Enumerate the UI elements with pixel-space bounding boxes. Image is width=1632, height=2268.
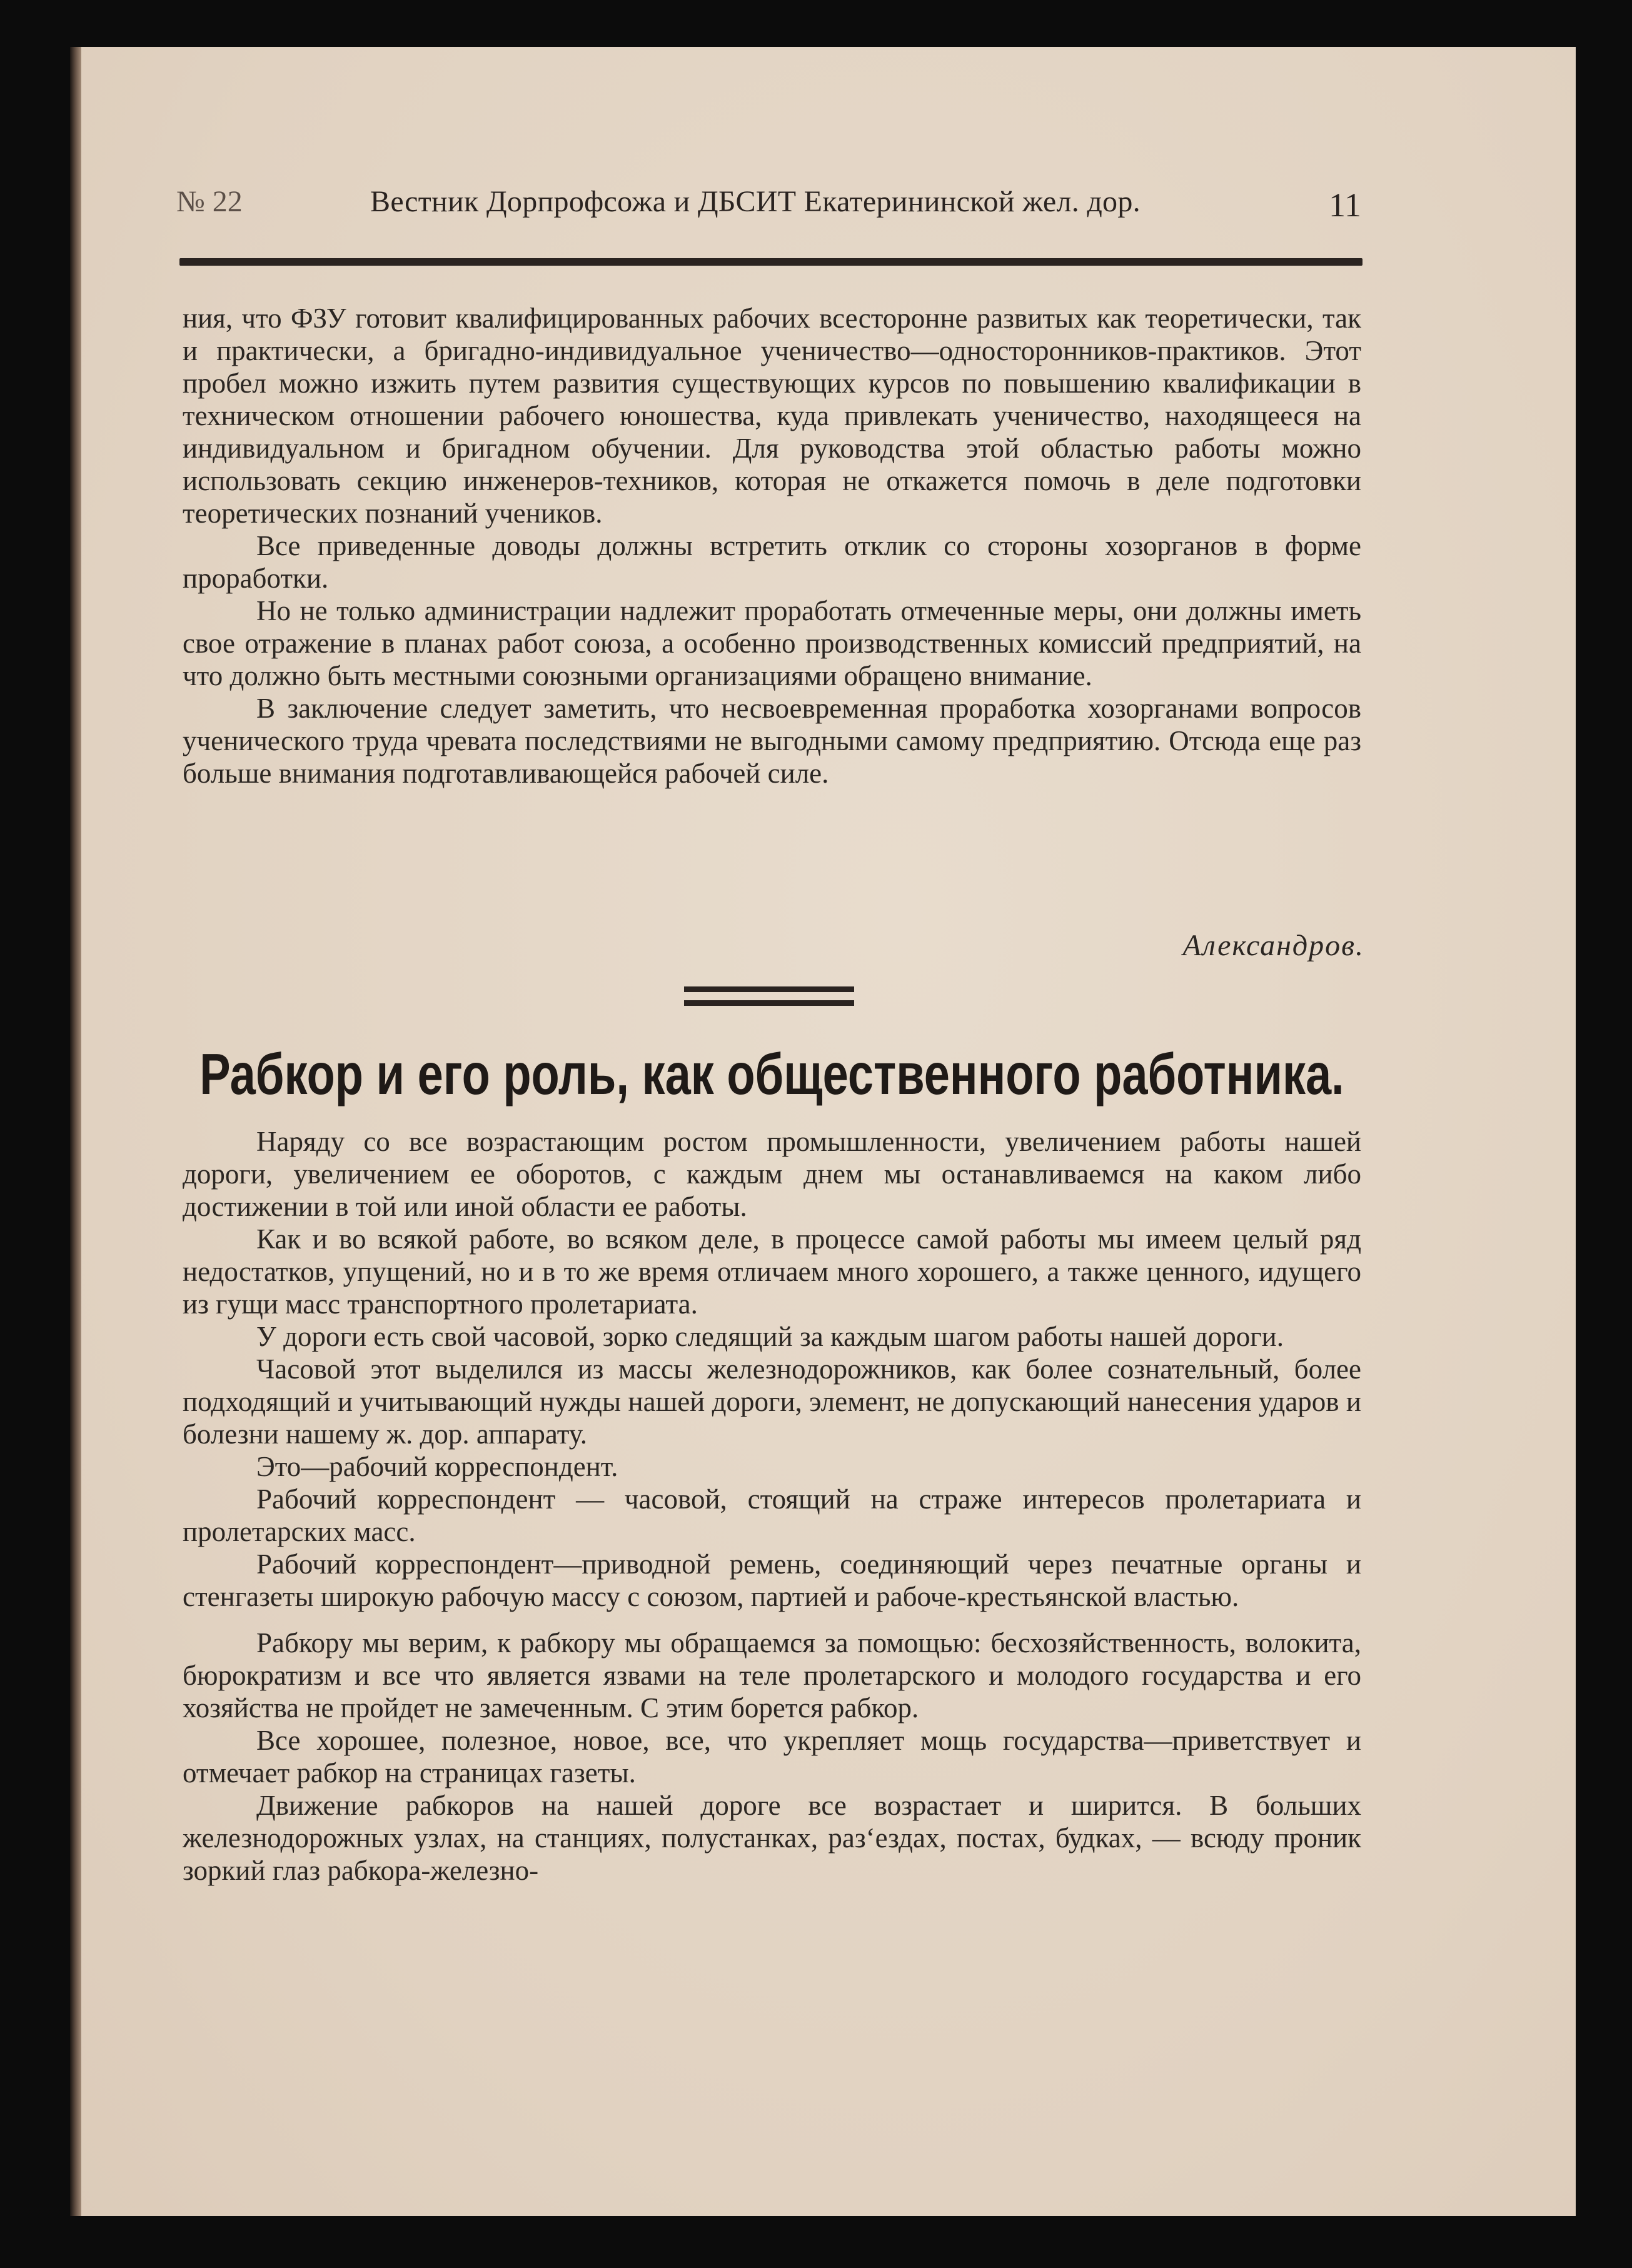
separator-line: [684, 986, 854, 992]
paragraph: Рабкору мы верим, к рабкору мы обращаемся за помощью: бесхозяйственность, волокита, бюрократизм и все что является язвами на теле пролетарского и молодого государства и его хозяйства не пройдет не замеченным. С этим борется рабкор.: [183, 1627, 1361, 1724]
journal-page: [70, 47, 1576, 2216]
paragraph: Все хорошее, полезное, новое, все, что укрепляет мощь государства—приветствует и отмечает рабкор на страницах газеты.: [183, 1725, 1361, 1789]
separator-line: [684, 1000, 854, 1006]
article-continuation: [183, 302, 1361, 790]
paragraph: Все приведенные доводы должны встретить отклик со стороны хозорганов в форме проработки.: [183, 530, 1361, 594]
paragraph: Движение рабкоров на нашей дороге все возрастает и ширится. В больших железнодорожных узлах, на станциях, полустанках, раз‘ездах, постах, будках, — всюду проник зоркий глаз рабкора-железно-: [183, 1790, 1361, 1886]
paragraph: Но не только администрации надлежит проработать отмеченные меры, они должны иметь свое отражение в планах работ союза, а особенно производственных комиссий предприятий, на что должно быть местными союзными организациями обращено внимание.: [183, 595, 1361, 691]
section-separator: [684, 986, 854, 1014]
paragraph: В заключение следует заметить, что несвоевременная проработка хозорганами вопросов ученического труда чревата последствиями не выгодными самому предприятию. Отсюда еще раз больше внимания подготавливающейся рабочей силе.: [183, 693, 1361, 789]
header-rule: [179, 258, 1363, 266]
author-signature: Александров.: [1182, 929, 1364, 962]
paragraph: Как и во всякой работе, во всяком деле, в процессе самой работы мы имеем целый ряд недостатков, упущений, но и в то же время отличаем много хорошего, а также ценного, идущего из гущи масс транспортного пролетариата.: [183, 1223, 1361, 1320]
paragraph: Часовой этот выделился из массы железнодорожников, как более сознательный, более подходящий и учитывающий нужды нашей дороги, элемент, не допускающий нанесения ударов и болезни нашему ж. дор. аппарату.: [183, 1353, 1361, 1450]
article-body: [183, 1125, 1361, 1887]
page-number: 11: [1329, 186, 1361, 224]
book-spine-shadow: [70, 47, 81, 2216]
paragraph: Рабочий корреспондент — часовой, стоящий на страже интересов пролетариата и пролетарских масс.: [183, 1483, 1361, 1547]
journal-title: Вестник Дорпрофсожа и ДБСИТ Екатерининской жел. дор.: [370, 185, 1141, 218]
article-headline: Рабкор и его роль, как общественного работника.: [199, 1041, 1344, 1106]
paragraph-gap: [183, 1613, 1361, 1627]
paragraph: ния, что ФЗУ готовит квалифицированных рабочих всесторонне развитых как теоретически, так и практически, а бригадно-индивидуальное ученичество—односторонников-практиков. Этот пробел можно изжить путем развития существующих курсов по повышению квалификации в техническом отношении рабочего юношества, куда привлекать ученичество, находящееся на индивидуальном и бригадном обучении. Для руководства этой областью работы можно использовать секцию инженеров-техников, которая не откажется помочь в деле подготовки теоретических познаний учеников.: [183, 303, 1361, 529]
issue-number: № 22: [176, 185, 243, 218]
running-header: [176, 178, 1361, 228]
paragraph: Рабочий корреспондент—приводной ремень, соединяющий через печатные органы и стенгазеты широкую рабочую массу с союзом, партией и рабоче-крестьянской властью.: [183, 1548, 1361, 1612]
paragraph: Это—рабочий корреспондент.: [256, 1451, 618, 1482]
paragraph: Наряду со все возрастающим ростом промышленности, увеличением работы нашей дороги, увеличением ее оборотов, с каждым днем мы останавливаемся на каком либо достижении в той или иной области ее работы.: [183, 1126, 1361, 1222]
paragraph: У дороги есть свой часовой, зорко следящий за каждым шагом работы нашей дороги.: [256, 1321, 1284, 1352]
